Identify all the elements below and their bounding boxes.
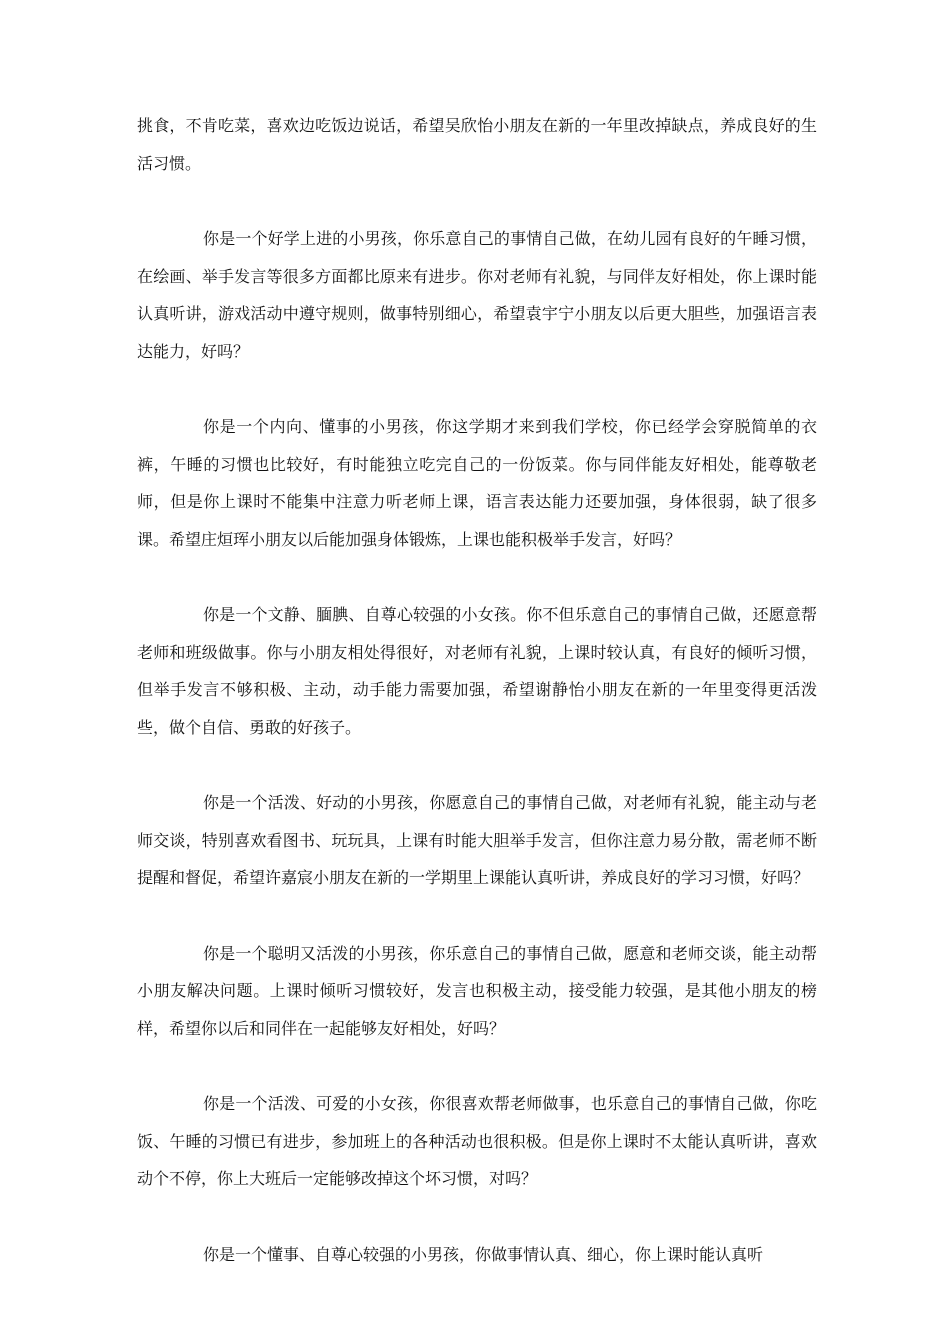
paragraph-8: 你是一个懂事、自尊心较强的小男孩，你做事情认真、细心，你上课时能认真听	[203, 1244, 764, 1264]
paragraph-3: 你是一个内向、懂事的小男孩，你这学期才来到我们学校，你已经学会穿脱简单的衣裤，午睡的习惯也比较好，有时能独立吃完自己的一份饭菜。你与同伴能友好相处，能尊敬老师，但是你上课时不能集中注意力听老师上课，语言表达能力还要加强，身体很弱，缺了很多课。希望庄烜珲小朋友以后能加强身体锻炼，上课也能积极举手发言，好吗？	[137, 417, 817, 549]
paragraph-5: 你是一个活泼、好动的小男孩，你愿意自己的事情自己做，对老师有礼貌，能主动与老师交谈，特别喜欢看图书、玩玩具，上课有时能大胆举手发言，但你注意力易分散，需老师不断提醒和督促，希望许嘉宸小朋友在新的一学期里上课能认真听讲，养成良好的学习习惯，好吗？	[137, 793, 817, 887]
document-body	[137, 107, 817, 1311]
paragraph-7: 你是一个活泼、可爱的小女孩，你很喜欢帮老师做事，也乐意自己的事情自己做，你吃饭、午睡的习惯已有进步，参加班上的各种活动也很积极。但是你上课时不太能认真听讲，喜欢动个不停，你上大班后一定能够改掉这个坏习惯，对吗？	[137, 1094, 817, 1188]
paragraph-6: 你是一个聪明又活泼的小男孩，你乐意自己的事情自己做，愿意和老师交谈，能主动帮小朋友解决问题。上课时倾听习惯较好，发言也积极主动，接受能力较强，是其他小朋友的榜样，希望你以后和同伴在一起能够友好相处，好吗？	[137, 943, 817, 1038]
paragraph-2: 你是一个好学上进的小男孩，你乐意自己的事情自己做，在幼儿园有良好的午睡习惯，在绘画、举手发言等很多方面都比原来有进步。你对老师有礼貌，与同伴友好相处，你上课时能认真听讲，游戏活动中遵守规则，做事特别细心，希望袁宇宁小朋友以后更大胆些，加强语言表达能力，好吗？	[137, 229, 817, 361]
paragraph-4: 你是一个文静、腼腆、自尊心较强的小女孩。你不但乐意自己的事情自己做，还愿意帮老师和班级做事。你与小朋友相处得很好，对老师有礼貌，上课时较认真，有良好的倾听习惯，但举手发言不够积极、主动，动手能力需要加强，希望谢静怡小朋友在新的一年里变得更活泼些，做个自信、勇敢的好孩子。	[137, 605, 817, 737]
paragraph-1: 挑食，不肯吃菜，喜欢边吃饭边说话，希望吴欣怡小朋友在新的一年里改掉缺点，养成良好的生活习惯。	[137, 116, 817, 173]
